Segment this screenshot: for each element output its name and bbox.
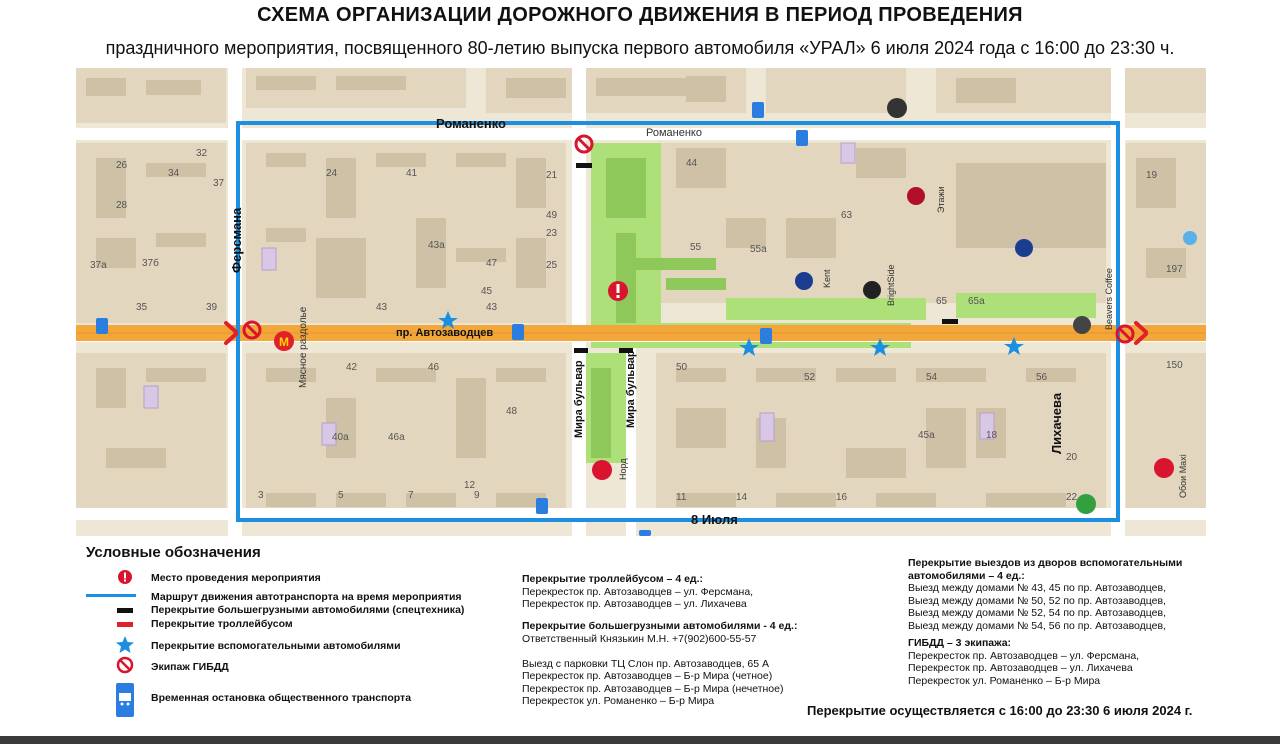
info-heavy-line: Ответственный Князькин М.Н. +7(902)600-55-57	[522, 632, 757, 645]
building-number: 54	[926, 372, 938, 383]
building-number: 11	[676, 492, 687, 503]
info-gibdd-line: Перекресток ул. Романенко – Б-р Мира	[908, 674, 1101, 687]
building-number: 50	[676, 362, 688, 373]
building-number: 47	[486, 258, 498, 269]
building-number: 25	[546, 260, 558, 271]
building-number: 37б	[142, 258, 159, 269]
street-romanenko-map-label: Романенко	[646, 127, 702, 139]
building-number: 21	[546, 170, 558, 181]
building-number: 43а	[428, 240, 445, 251]
building-number: 65а	[968, 296, 985, 307]
info-trolley-block	[522, 573, 882, 611]
info-gibdd-line: Перекресток пр. Автозаводцев – ул. Лихачева	[908, 662, 1133, 674]
info-heavy-line: Перекресток пр. Автозаводцев – Б-р Мира (нечетное)	[522, 682, 784, 695]
poi-beavers-label: Beavers Coffee	[1104, 268, 1114, 330]
poi-brightside-label: BrightSide	[886, 264, 896, 306]
building-number: 40а	[332, 432, 349, 443]
legend-label-event: Место проведения мероприятия	[151, 572, 321, 584]
legend-label-bus-stop: Временная остановка общественного транспорта	[151, 692, 412, 704]
info-heavy-block	[522, 620, 882, 708]
building-number: 26	[116, 160, 128, 171]
building-number: 39	[206, 302, 218, 313]
info-heavy-line: Перекресток ул. Романенко – Б-р Мира	[522, 695, 715, 707]
building-number: 9	[474, 490, 480, 501]
building-number: 197	[1166, 264, 1183, 275]
info-trolley-line: Перекресток пр. Автозаводцев – ул. Ферсмана,	[522, 585, 754, 598]
heavy-vehicle-block-icon	[117, 608, 133, 613]
info-yards-line: Выезд между домами № 43, 45 по пр. Автозаводцев,	[908, 582, 1167, 594]
bottom-bar	[0, 736, 1280, 744]
building-number: 3	[258, 490, 264, 501]
poi-oboi-label: Обои Maxi	[1178, 454, 1188, 498]
poi-myasnoe-label: Мясное раздолье	[298, 306, 309, 388]
street-8-iyulya-label: 8 Июля	[691, 512, 738, 527]
gibdd-crew-icon	[116, 656, 134, 679]
building-number: 52	[804, 372, 816, 383]
building-number: 65	[936, 296, 948, 307]
building-number: 14	[736, 492, 748, 503]
building-number: 55	[690, 242, 702, 253]
building-number: 56	[1036, 372, 1048, 383]
info-gibdd-heading: ГИБДД – 3 экипажа:	[908, 637, 1012, 649]
legend-label-route: Маршрут движения автотранспорта на время мероприятия	[151, 591, 462, 603]
building-number: 42	[346, 362, 358, 373]
info-yards-line: Выезд между домами № 54, 56 по пр. Автозаводцев,	[908, 619, 1167, 632]
building-number: 41	[406, 168, 418, 179]
map-canvas	[76, 68, 1206, 536]
street-avtozavodtsev-label: пр. Автозаводцев	[396, 327, 494, 339]
building-number: 20	[1066, 452, 1078, 463]
svg-text:M: M	[279, 335, 289, 349]
building-number: 34	[168, 168, 180, 179]
legend-label-aux: Перекрытие вспомогательными автомобилями	[151, 640, 401, 652]
info-gibdd-block	[908, 637, 1208, 687]
trolley-block-icon	[117, 622, 133, 627]
building-number: 55а	[750, 244, 767, 255]
building-number: 45	[481, 286, 493, 297]
street-fersmana-label: Ферсмана	[229, 207, 244, 273]
info-heavy-line	[522, 645, 882, 658]
street-romanenko-label: Романенко	[436, 116, 507, 131]
info-heavy-heading: Перекрытие большегрузными автомобилями - 4 ед.:	[522, 620, 798, 632]
building-number: 43	[376, 302, 388, 313]
building-number: 28	[116, 200, 128, 211]
building-number: 37а	[90, 260, 107, 271]
event-place-icon	[118, 570, 132, 589]
info-heavy-line: Выезд с парковки ТЦ Слон пр. Автозаводцев, 65 А	[522, 657, 770, 670]
page-subtitle: праздничного мероприятия, посвященного 80-летию выпуска первого автомобиля «УРАЛ» 6 июля 2024 года с 16:00 до 23:30 ч.	[105, 38, 1175, 58]
bus-stop-icon	[116, 683, 134, 722]
info-trolley-heading: Перекрытие троллейбусом – 4 ед.:	[522, 573, 703, 585]
building-number: 43	[486, 302, 498, 313]
building-number: 22	[1066, 492, 1078, 503]
building-number: 49	[546, 210, 558, 221]
legend-label-gibdd: Экипаж ГИБДД	[151, 661, 229, 673]
route-line-icon	[86, 594, 136, 597]
street-likhacheva-label: Лихачева	[1049, 392, 1064, 454]
poi-etazhi-label: Этажи	[936, 186, 946, 213]
info-trolley-line: Перекресток пр. Автозаводцев – ул. Лихачева	[522, 598, 747, 610]
building-number: 63	[841, 210, 853, 221]
info-yards-line: Выезд между домами № 52, 54 по пр. Автозаводцев,	[908, 607, 1167, 619]
building-number: 48	[506, 406, 518, 417]
building-number: 46а	[388, 432, 405, 443]
legend-title: Условные обозначения	[86, 544, 261, 561]
footer-note: Перекрытие осуществляется с 16:00 до 23:30 6 июля 2024 г.	[807, 703, 1193, 718]
traffic-scheme-map[interactable]	[76, 68, 1206, 536]
metro-marker	[274, 331, 294, 351]
legend-label-trolley: Перекрытие троллейбусом	[151, 618, 293, 630]
building-number: 7	[408, 490, 414, 501]
street-mira-left-label: Мира бульвар	[573, 360, 585, 438]
building-number: 5	[338, 490, 344, 501]
building-number: 12	[464, 480, 476, 491]
building-number: 19	[1146, 170, 1158, 181]
street-mira-right-label: Мира бульвар	[625, 350, 637, 428]
building-number: 32	[196, 148, 208, 159]
building-number: 23	[546, 228, 558, 239]
building-number: 44	[686, 158, 698, 169]
building-number: 46	[428, 362, 440, 373]
page-title: СХЕМА ОРГАНИЗАЦИИ ДОРОЖНОГО ДВИЖЕНИЯ В ПЕРИОД ПРОВЕДЕНИЯ	[257, 4, 1023, 26]
building-number: 45а	[918, 430, 935, 441]
building-number: 24	[326, 168, 338, 179]
legend-label-heavy: Перекрытие большегрузными автомобилями (спецтехника)	[151, 604, 465, 616]
event-place-marker	[608, 281, 628, 301]
info-gibdd-line: Перекресток пр. Автозаводцев – ул. Ферсмана,	[908, 649, 1140, 662]
building-number: 150	[1166, 360, 1183, 371]
info-yards-block	[908, 557, 1208, 632]
poi-kent-label: Kent	[822, 269, 832, 288]
building-number: 18	[986, 430, 998, 441]
info-yards-heading: Перекрытие выездов из дворов вспомогательными автомобилями – 4 ед.:	[908, 557, 1183, 582]
info-yards-line: Выезд между домами № 50, 52 по пр. Автозаводцев,	[908, 594, 1167, 607]
building-number: 16	[836, 492, 848, 503]
info-heavy-line: Перекресток пр. Автозаводцев – Б-р Мира (четное)	[522, 670, 773, 682]
building-number: 37	[213, 178, 225, 189]
building-number: 35	[136, 302, 148, 313]
poi-nord-label: Норд	[618, 458, 628, 480]
